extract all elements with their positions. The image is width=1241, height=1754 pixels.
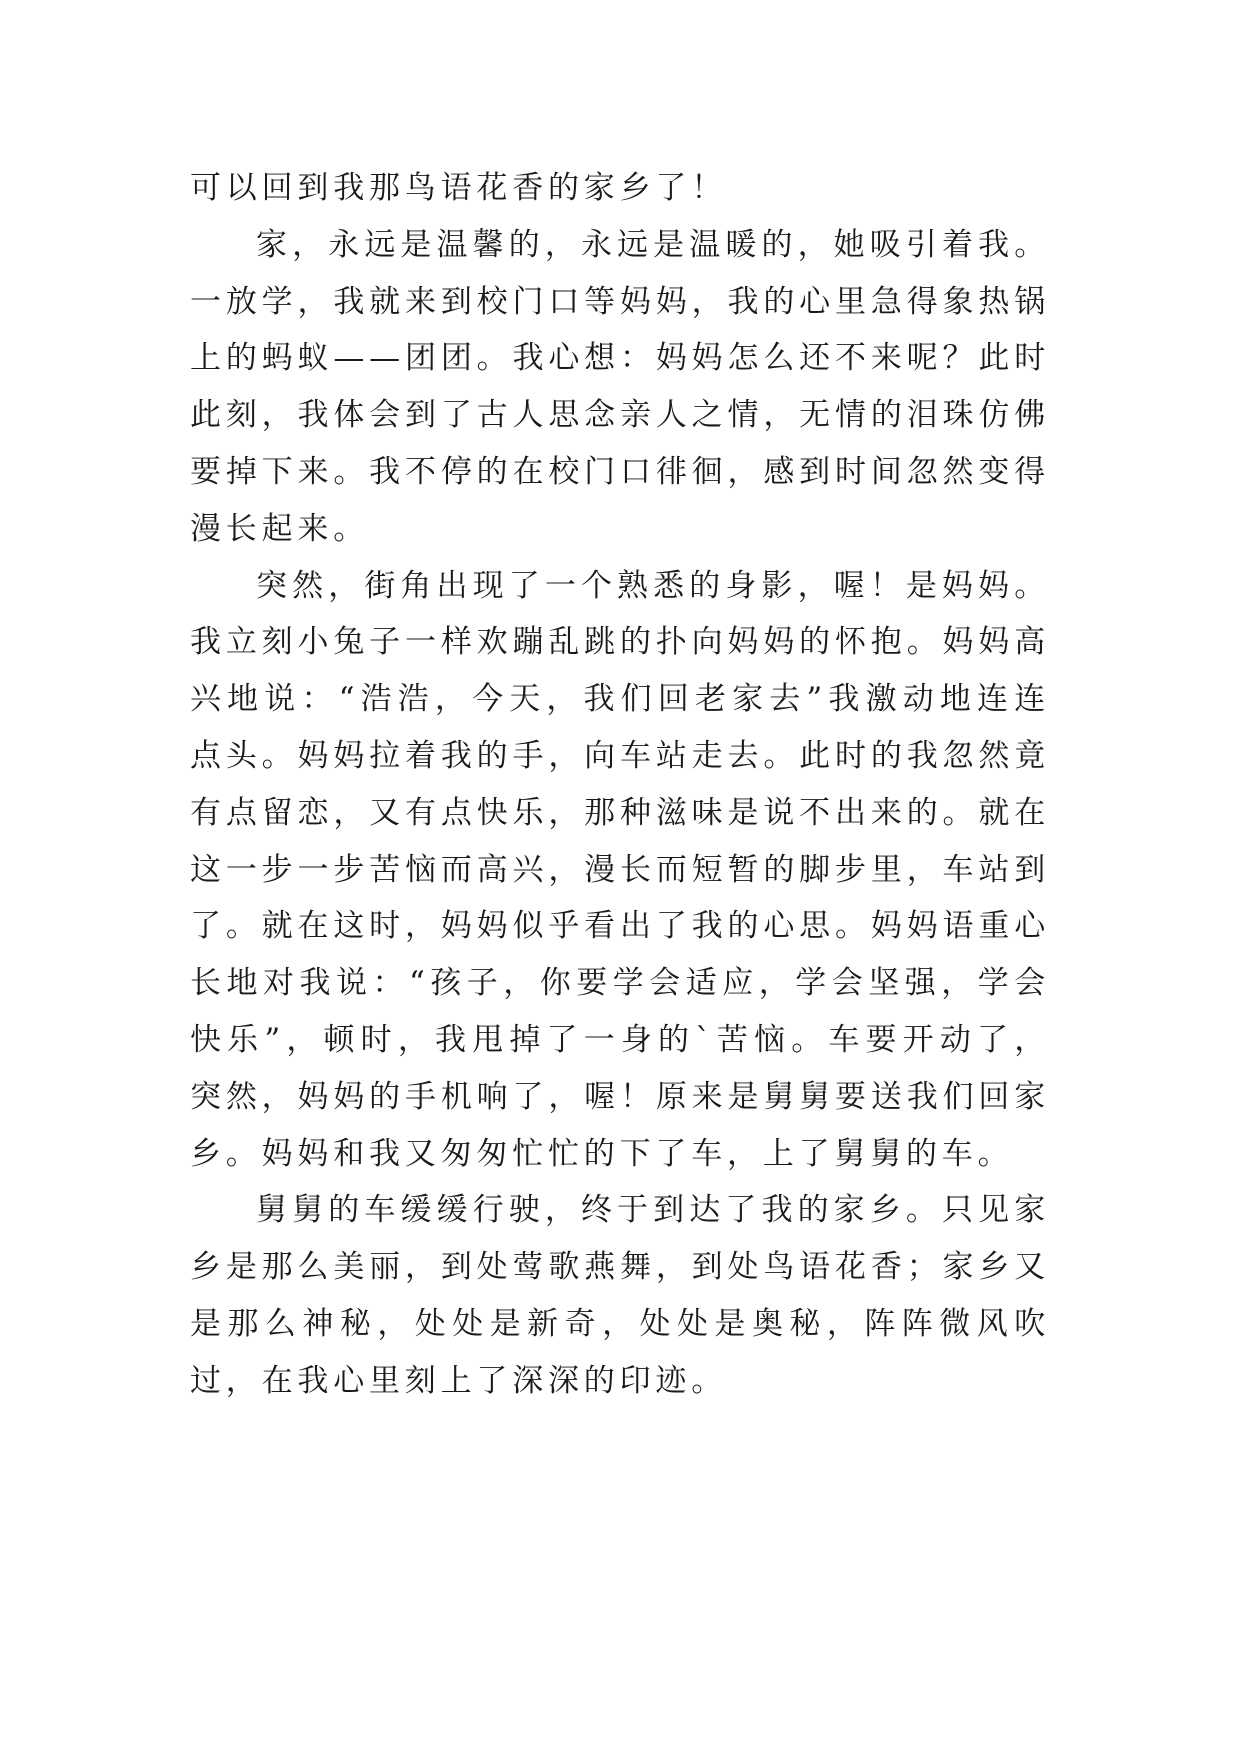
paragraph-waiting-at-school-gate: 家，永远是温馨的，永远是温暖的，她吸引着我。一放学，我就来到校门口等妈妈，我的心里急得象热锅上的蚂蚁——团团。我心想：妈妈怎么还不来呢？此时此刻，我体会到了古人思念亲人之情，无情的泪珠仿佛要掉下来。我不停的在校门口徘徊，感到时间忽然变得漫长起来。 xyxy=(190,226,1050,547)
paragraph-arriving-hometown: 舅舅的车缓缓行驶，终于到达了我的家乡。只见家乡是那么美丽，到处莺歌燕舞，到处鸟语花香；家乡又是那么神秘，处处是新奇，处处是奥秘，阵阵微风吹过，在我心里刻上了深深的印迹。 xyxy=(190,1192,1050,1399)
paragraph-mother-arrives: 突然，街角出现了一个熟悉的身影，喔！是妈妈。我立刻小兔子一样欢蹦乱跳的扑向妈妈的怀抱。妈妈高兴地说：“浩浩，今天，我们回老家去”我激动地连连点头。妈妈拉着我的手，向车站走去。此时的我忽然竟有点留恋，又有点快乐，那种滋味是说不出来的。就在这一步一步苦恼而高兴，漫长而短暂的脚步里，车站到了。就在这时，妈妈似乎看出了我的心思。妈妈语重心长地对我说：“孩子，你要学会适应，学会坚强，学会快乐”，顿时，我甩掉了一身的`苦恼。车要开动了，突然，妈妈的手机响了，喔！原来是舅舅要送我们回家乡。妈妈和我又匆匆忙忙的下了车，上了舅舅的车。 xyxy=(190,567,1050,1172)
paragraph-continuation: 可以回到我那鸟语花香的家乡了！ xyxy=(190,170,727,206)
body-text xyxy=(190,160,1050,1410)
